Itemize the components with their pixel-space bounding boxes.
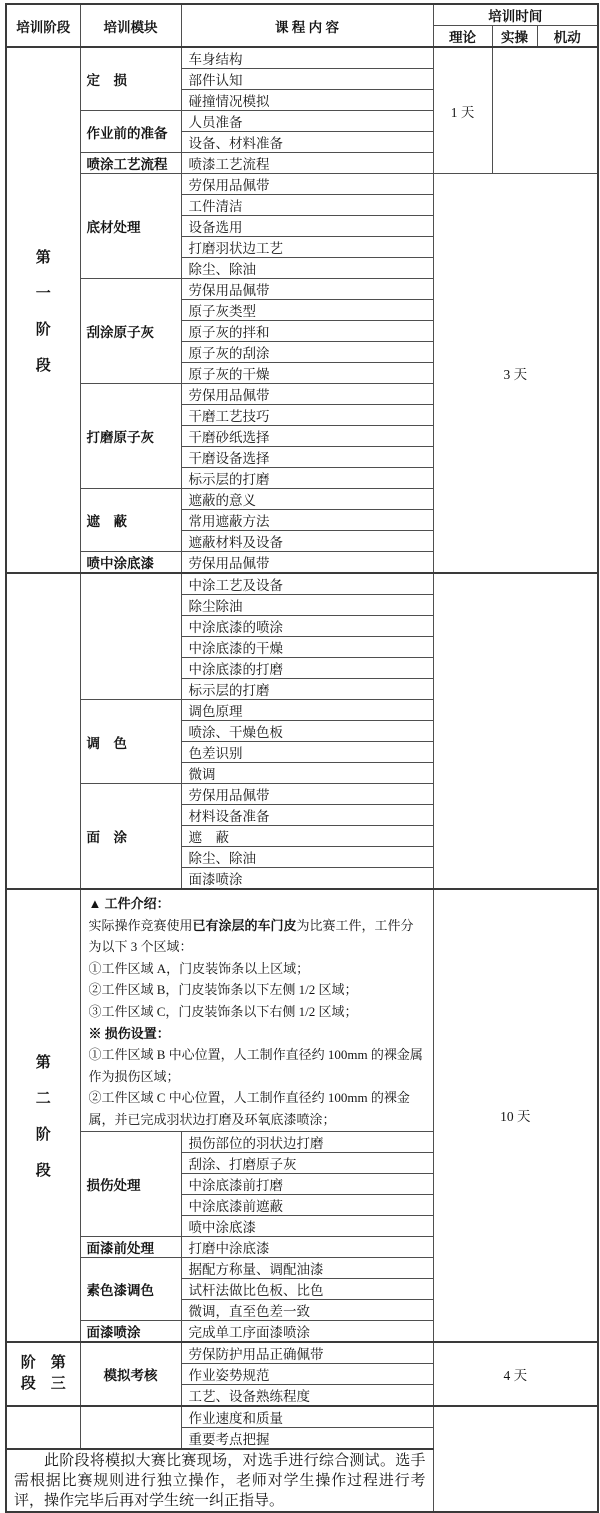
course-cell: 干磨砂纸选择 bbox=[181, 426, 433, 447]
module-cell: 模拟考核 bbox=[80, 1342, 181, 1406]
time-cell-theory: 1 天 bbox=[433, 47, 492, 174]
module-empty-cell bbox=[80, 1406, 181, 1449]
time-cell-empty bbox=[433, 1406, 598, 1512]
course-cell: 据配方称量、调配油漆 bbox=[181, 1257, 433, 1278]
module-cell: 面 涂 bbox=[80, 784, 181, 890]
course-cell: 劳保用品佩带 bbox=[181, 279, 433, 300]
course-cell: 完成单工序面漆喷涂 bbox=[181, 1320, 433, 1342]
course-cell: 部件认知 bbox=[181, 69, 433, 90]
module-cell: 面漆前处理 bbox=[80, 1236, 181, 1257]
header-cell-theory: 理论 bbox=[433, 26, 492, 48]
module-cell: 定 损 bbox=[80, 47, 181, 111]
module-cell: 喷涂工艺流程 bbox=[80, 153, 181, 174]
course-cell: 碰撞情况模拟 bbox=[181, 90, 433, 111]
course-cell: 常用遮蔽方法 bbox=[181, 510, 433, 531]
course-cell: 除尘、除油 bbox=[181, 847, 433, 868]
course-cell: 劳保用品佩带 bbox=[181, 384, 433, 405]
module-cell: 面漆喷涂 bbox=[80, 1320, 181, 1342]
module-cell: 刮涂原子灰 bbox=[80, 279, 181, 384]
course-cell: 打磨羽状边工艺 bbox=[181, 237, 433, 258]
course-cell: 原子灰的拌和 bbox=[181, 321, 433, 342]
header-cell-practice: 实操 bbox=[492, 26, 537, 48]
course-cell: 中涂底漆的喷涂 bbox=[181, 616, 433, 637]
course-cell: 遮蔽材料及设备 bbox=[181, 531, 433, 552]
header-cell-time: 培训时间 bbox=[433, 4, 598, 26]
stage-empty-cell bbox=[6, 1406, 80, 1449]
header-cell-content: 课 程 内 容 bbox=[181, 4, 433, 47]
module-cell: 损伤处理 bbox=[80, 1131, 181, 1236]
time-cell-empty bbox=[433, 573, 598, 889]
course-cell: 面漆喷涂 bbox=[181, 868, 433, 890]
course-cell: 原子灰的刮涂 bbox=[181, 342, 433, 363]
module-cell: 遮 蔽 bbox=[80, 489, 181, 552]
course-cell: 喷漆工艺流程 bbox=[181, 153, 433, 174]
course-cell: 中涂底漆的打磨 bbox=[181, 658, 433, 679]
course-cell: 材料设备准备 bbox=[181, 805, 433, 826]
course-cell: 工艺、设备熟练程度 bbox=[181, 1384, 433, 1406]
header-cell-module: 培训模块 bbox=[80, 4, 181, 47]
module-cell: 底材处理 bbox=[80, 174, 181, 279]
intro-title: ▲ 工件介绍： bbox=[88, 896, 170, 911]
course-cell: 劳保用品佩带 bbox=[181, 174, 433, 195]
course-cell: 试杆法做比色板、比色 bbox=[181, 1278, 433, 1299]
training-schedule-table bbox=[5, 3, 599, 1513]
stage-1-cell bbox=[6, 47, 80, 573]
course-cell: 色差识别 bbox=[181, 742, 433, 763]
course-cell: 原子灰类型 bbox=[181, 300, 433, 321]
module-cell: 打磨原子灰 bbox=[80, 384, 181, 489]
course-cell: 中涂工艺及设备 bbox=[181, 573, 433, 595]
intro-zone-a: ①工件区域 A，门皮装饰条以上区域； bbox=[88, 960, 310, 976]
course-cell: 工件清洁 bbox=[181, 195, 433, 216]
header-cell-mobile: 机动 bbox=[537, 26, 598, 48]
time-cell-empty bbox=[492, 47, 598, 174]
course-cell: 作业速度和质量 bbox=[181, 1406, 433, 1428]
course-cell: 喷涂、干燥色板 bbox=[181, 721, 433, 742]
course-cell: 标示层的打磨 bbox=[181, 468, 433, 489]
module-cell: 素色漆调色 bbox=[80, 1257, 181, 1320]
course-cell: 劳保用品佩带 bbox=[181, 784, 433, 805]
module-cell bbox=[80, 573, 181, 700]
course-cell: 调色原理 bbox=[181, 700, 433, 721]
course-cell: 中涂底漆前打磨 bbox=[181, 1173, 433, 1194]
module-cell: 喷中涂底漆 bbox=[80, 552, 181, 574]
course-cell: 损伤部位的羽状边打磨 bbox=[181, 1131, 433, 1152]
course-cell: 中涂底漆的干燥 bbox=[181, 637, 433, 658]
course-cell: 劳保防护用品正确佩带 bbox=[181, 1342, 433, 1364]
stage-2-cell bbox=[6, 889, 80, 1342]
intro-zone-c: ③工件区域 C，门皮装饰条以下右侧 1/2 区域； bbox=[88, 1003, 358, 1019]
damage-paragraph-2: ②工件区域 C 中心位置，人工制作直径约 100mm 的裸金属，并已完成羽状边打磨及环氧底漆喷涂； bbox=[88, 1090, 410, 1127]
course-cell: 标示层的打磨 bbox=[181, 679, 433, 700]
stage-2-label: 第 二 阶 段 bbox=[35, 1054, 51, 1179]
header-cell-stage: 培训阶段 bbox=[6, 4, 80, 47]
course-cell: 除尘除油 bbox=[181, 595, 433, 616]
course-cell: 遮 蔽 bbox=[181, 826, 433, 847]
time-cell: 3 天 bbox=[433, 174, 598, 574]
course-cell: 喷中涂底漆 bbox=[181, 1215, 433, 1236]
stage-empty-cell bbox=[6, 573, 80, 889]
course-cell: 劳保用品佩带 bbox=[181, 552, 433, 574]
course-cell: 除尘、除油 bbox=[181, 258, 433, 279]
time-cell: 4 天 bbox=[433, 1342, 598, 1406]
damage-title: ※ 损伤设置： bbox=[88, 1025, 170, 1041]
intro-paragraph: 实际操作竞赛使用已有涂层的车门皮为比赛工件，工件分为以下 3 个区域： bbox=[88, 917, 414, 955]
course-cell: 微调，直至色差一致 bbox=[181, 1299, 433, 1320]
stage-3-label: 阶 第 段 三 bbox=[20, 1354, 66, 1392]
course-cell: 干磨设备选择 bbox=[181, 447, 433, 468]
course-cell: 微调 bbox=[181, 763, 433, 784]
course-cell: 刮涂、打磨原子灰 bbox=[181, 1152, 433, 1173]
intro-zone-b: ②工件区域 B，门皮装饰条以下左侧 1/2 区域； bbox=[88, 982, 358, 998]
course-cell: 设备选用 bbox=[181, 216, 433, 237]
course-cell: 人员准备 bbox=[181, 111, 433, 132]
course-cell: 干磨工艺技巧 bbox=[181, 405, 433, 426]
time-cell: 10 天 bbox=[433, 889, 598, 1342]
course-cell: 打磨中涂底漆 bbox=[181, 1236, 433, 1257]
workpiece-intro-cell bbox=[80, 889, 433, 1131]
stage-1-label: 第 一 阶 段 bbox=[35, 249, 51, 374]
module-cell: 调 色 bbox=[80, 700, 181, 784]
course-cell: 重要考点把握 bbox=[181, 1427, 433, 1449]
course-cell: 原子灰的干燥 bbox=[181, 363, 433, 384]
course-cell: 作业姿势规范 bbox=[181, 1363, 433, 1384]
final-stage-note: 此阶段将模拟大赛比赛现场，对选手进行综合测试。选手需根据比赛规则进行独立操作，老师对学生操作过程进行考评，操作完毕后再对学生统一纠正指导。 bbox=[6, 1449, 433, 1512]
stage-3-cell bbox=[6, 1342, 80, 1406]
module-cell: 作业前的准备 bbox=[80, 111, 181, 153]
course-cell: 中涂底漆前遮蔽 bbox=[181, 1194, 433, 1215]
course-cell: 设备、材料准备 bbox=[181, 132, 433, 153]
course-cell: 车身结构 bbox=[181, 47, 433, 69]
damage-paragraph-1: ①工件区域 B 中心位置，人工制作直径约 100mm 的裸金属作为损伤区域； bbox=[88, 1047, 423, 1084]
course-cell: 遮蔽的意义 bbox=[181, 489, 433, 510]
